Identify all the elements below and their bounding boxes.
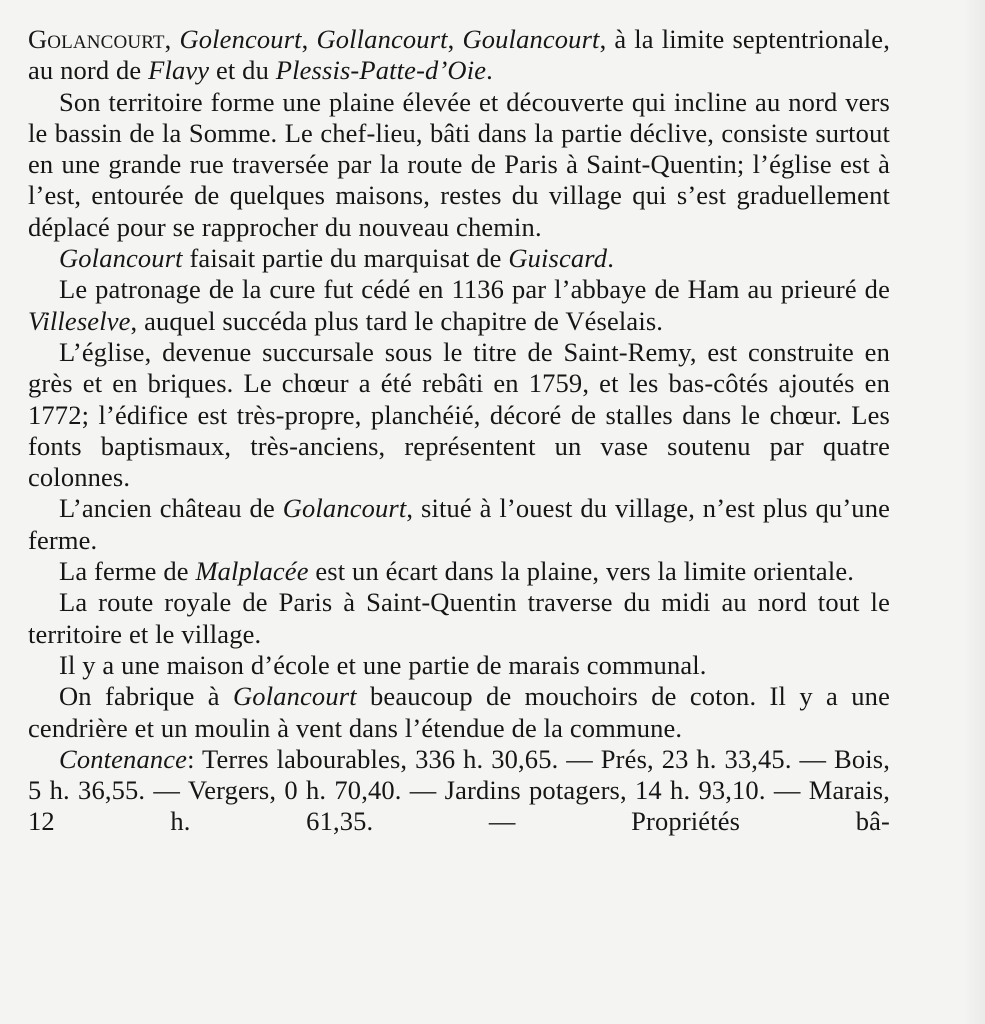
italic-text: Contenance [59, 743, 188, 774]
text-run: Son territoire forme une plaine élevée et découverte qui incline au nord vers le bassin de la Somme. Le chef-lieu, bâti dans la partie déclive, consiste surtout en une grande rue traversée par la route de Paris à Saint-Quentin; l’église est à l’est, entourée de quelques maisons, restes du village qui s’est graduellement déplacé pour se rapprocher du nouveau chemin. [28, 86, 890, 242]
paragraph [28, 243, 890, 274]
italic-text: Malplacée [195, 556, 309, 587]
text-run: , [447, 24, 463, 54]
text-run: On fabrique à [59, 681, 234, 712]
text-run: , [301, 24, 317, 54]
paragraph [28, 493, 890, 556]
paragraph [28, 274, 890, 337]
italic-text: Gollancourt [316, 24, 448, 54]
text-run: L’église, devenue succursale sous le titre de Saint-Remy, est construite en grès et en briques. Le chœur a été rebâti en 1759, et les bas-côtés ajoutés en 1772; l’édifice est très-propre, planchéié, décoré de stalles dans le chœur. Les fonts baptismaux, très-anciens, représentent un vase soutenu par quatre colonnes. [28, 336, 890, 493]
paragraph [28, 650, 890, 681]
page-edge-shadow [963, 0, 985, 1024]
text-run: , situé à l’ouest du village, n’est plus qu’une ferme. [28, 493, 891, 555]
italic-text: Golancourt [59, 243, 183, 274]
italic-text: Flavy [148, 55, 210, 86]
paragraph [28, 337, 890, 493]
italic-text: Goulancourt [462, 24, 600, 54]
paragraph [28, 681, 890, 744]
small-caps-text: Golancourt [28, 24, 165, 54]
italic-text: Golencourt [179, 24, 302, 54]
paragraph [28, 87, 890, 243]
text-run: : Terres labourables, 336 h. 30,65. — Prés, 23 h. 33,45. — Bois, 5 h. 36,55. — Vergers, 0 h. 70,40. — Jardins potagers, 14 h. 93,10. — Marais, 12 h. 61,35. — Propriétés bâ- [28, 743, 890, 837]
italic-text: Villeselve [28, 305, 131, 336]
paragraph [28, 587, 890, 650]
document-body [28, 24, 890, 838]
paragraph [28, 744, 890, 838]
text-run: faisait partie du marquisat de [182, 243, 509, 274]
text-run: beaucoup de mouchoirs de coton. Il y a une cendrière et un moulin à vent dans l’étendue de la commune. [28, 681, 890, 743]
italic-text: Golancourt [233, 681, 357, 712]
text-run: , [164, 24, 180, 54]
italic-text: Golancourt [282, 493, 407, 524]
text-run: Le patronage de la cure fut cédé en 1136 par l’abbaye de Ham au prieuré de [59, 274, 890, 305]
italic-text: Guiscard [508, 243, 608, 274]
text-run: L’ancien château de [59, 493, 283, 524]
text-run: et du [209, 55, 276, 86]
text-run: . [607, 243, 614, 274]
paragraph [28, 556, 890, 587]
text-run: La ferme de [59, 556, 196, 587]
text-run: , à la limite septentrionale, au nord de [28, 24, 890, 86]
text-run: , auquel succéda plus tard le chapitre de Véselais. [130, 305, 664, 336]
paragraph [28, 24, 890, 87]
text-run: est un écart dans la plaine, vers la limite orientale. [308, 556, 855, 587]
text-run: La route royale de Paris à Saint-Quentin traverse du midi au nord tout le territoire et le village. [28, 587, 890, 649]
italic-text: Plessis-Patte-d’Oie [275, 55, 487, 86]
text-run: Il y a une maison d’école et une partie de marais communal. [59, 649, 707, 680]
text-run: . [486, 55, 493, 86]
